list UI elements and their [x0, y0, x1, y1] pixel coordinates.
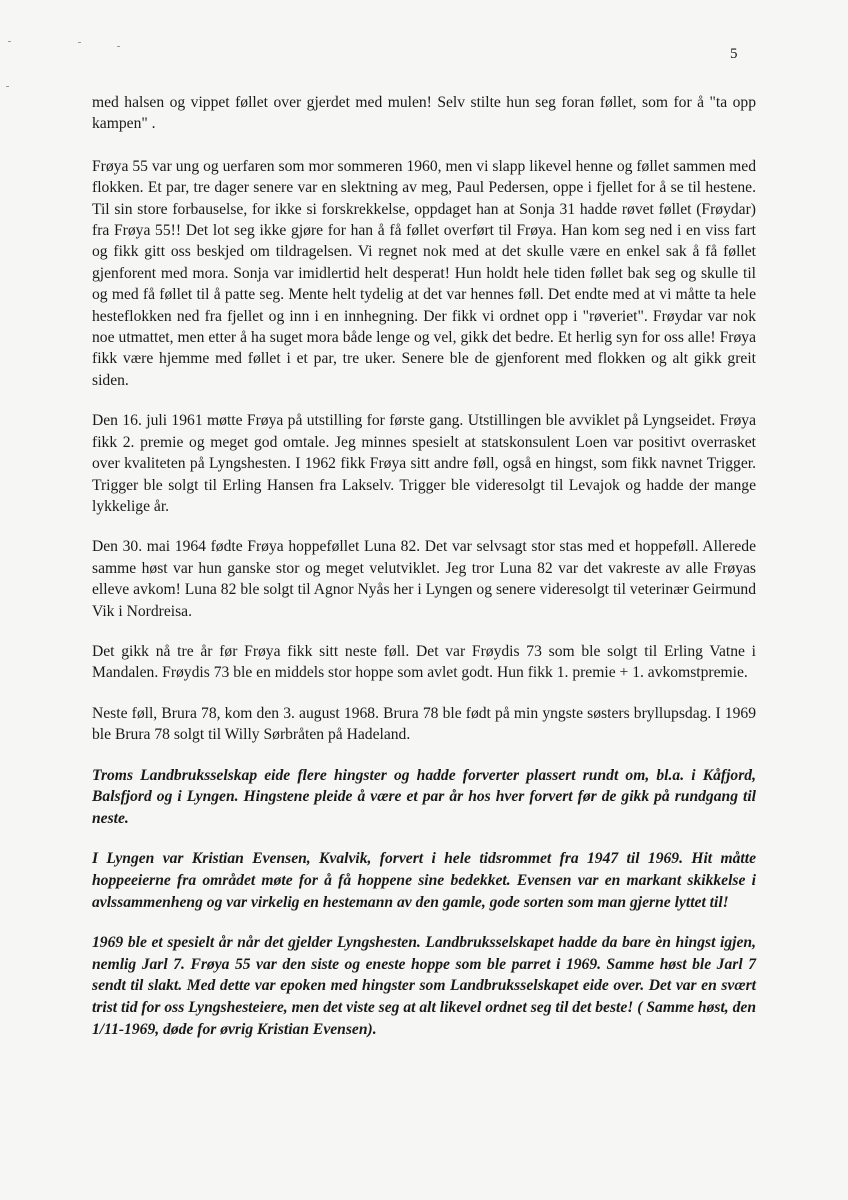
scan-speck — [6, 86, 9, 87]
scan-speck — [117, 46, 120, 47]
paragraph-year-1969: 1969 ble et spesielt år når det gjelder Lyngshesten. Landbruksselskapet hadde da bare èn hingst igjen, nemlig Jarl 7. Frøya 55 var den siste og eneste hoppe som ble parret i 1969. Samme høst ble Jarl 7 sendt til slakt. Med dette var epoken med hingster som Landbruksselskapet eide over. Det var en svært trist tid for oss Lyngshesteiere, men det viste seg at alt likevel ordnet seg til det beste! ( Samme høst, den 1/11-1969, døde for øvrig Kristian Evensen). — [92, 934, 756, 1038]
paragraph-summer-1960: Frøya 55 var ung og uerfaren som mor sommeren 1960, men vi slapp likevel henne og føllet sammen med flokken. Et par, tre dager senere var en slektning av meg, Paul Pedersen, oppe i fjellet for å se til hestene. Til sin store forbauselse, for ikke si forskrekkelse, oppdaget han at Sonja 31 hadde røvet føllet (Frøydar) fra Frøya 55!! Det lot seg ikke gjøre for han å få føllet overført til Frøya. Han kom seg ned i en viss fart og fikk gitt oss beskjed om tildragelsen. Vi regnet nok med at det skulle være en enkel sak å få føllet gjenforent med mora. Sonja var imidlertid helt desperat! Hun holdt hele tiden føllet bak seg og skulle til og med få føllet til å patte seg. Mente helt tydelig at det var hennes føll. Det endte med at vi måtte ta hele hesteflokken ned fra fjellet og inn i en innhegning. Der fikk vi ordnet opp i "røveriet". Frøydar var nok noe utmattet, men etter å ha suget mora både lenge og vel, gikk det bedre. Et herlig syn for oss alle! Frøya fikk være hjemme med føllet i et par, tre uker. Senere ble de gjenforent med flokken og alt gikk greit siden. — [92, 157, 756, 389]
page-number: 5 — [730, 46, 738, 62]
scan-speck — [8, 41, 11, 42]
paragraph-foal-over-fence: med halsen og vippet føllet over gjerdet med mulen! Selv stilte hun seg foran føllet, som for å "ta opp kampen" . — [92, 94, 756, 133]
paragraph-kristian-evensen: I Lyngen var Kristian Evensen, Kvalvik, forvert i hele tidsrommet fra 1947 til 1969. Hit måtte hoppeeierne fra området møte for å få hoppene sine bedekket. Evensen var en markant skikkelse i avlssammenheng og var virkelig en hestemann av den gamle, gode sorten som man gjerne lyttet til! — [92, 850, 756, 911]
paragraph-exhibition-1961: Den 16. juli 1961 møtte Frøya på utstilling for første gang. Utstillingen ble avviklet på Lyngseidet. Frøya fikk 2. premie og meget god omtale. Jeg minnes spesielt at statskonsulent Loen var positivt overrasket over kvaliteten på Lyngshesten. I 1962 fikk Frøya sitt andre føll, også en hingst, som fikk navnet Trigger. Trigger ble solgt til Erling Hansen fra Lakselv. Trigger ble videresolgt til Levajok og hadde der mange lykkelige år. — [92, 412, 756, 515]
paragraph-troms-landbruksselskap: Troms Landbruksselskap eide flere hingster og hadde forverter plassert rundt om, bl.a. i Kåfjord, Balsfjord og i Lyngen. Hingstene pleide å være et par år hos hver forvert før de gikk på rundgang til neste. — [92, 766, 756, 827]
scan-speck — [78, 42, 81, 43]
paragraph-brura-78: Neste føll, Brura 78, kom den 3. august 1968. Brura 78 ble født på min yngste søsters bryllupsdag. I 1969 ble Brura 78 solgt til Willy Sørbråten på Hadeland. — [92, 704, 756, 744]
paragraph-froydis-73: Det gikk nå tre år før Frøya fikk sitt neste føll. Det var Frøydis 73 som ble solgt til Erling Vatne i Mandalen. Frøydis 73 ble en middels stor hoppe som avlet godt. Hun fikk 1. premie + 1. avkomstpremie. — [92, 642, 756, 682]
document-body — [92, 92, 756, 1059]
paragraph-luna-82: Den 30. mai 1964 fødte Frøya hoppeføllet Luna 82. Det var selvsagt stor stas med et hoppeføll. Allerede samme høst var hun ganske stor og meget velutviklet. Jeg tror Luna 82 var det vakreste av alle Frøyas elleve avkom! Luna 82 ble solgt til Agnor Nyås her i Lyngen og senere videresolgt til veterinær Geirmund Vik i Nordreisa. — [92, 538, 756, 620]
